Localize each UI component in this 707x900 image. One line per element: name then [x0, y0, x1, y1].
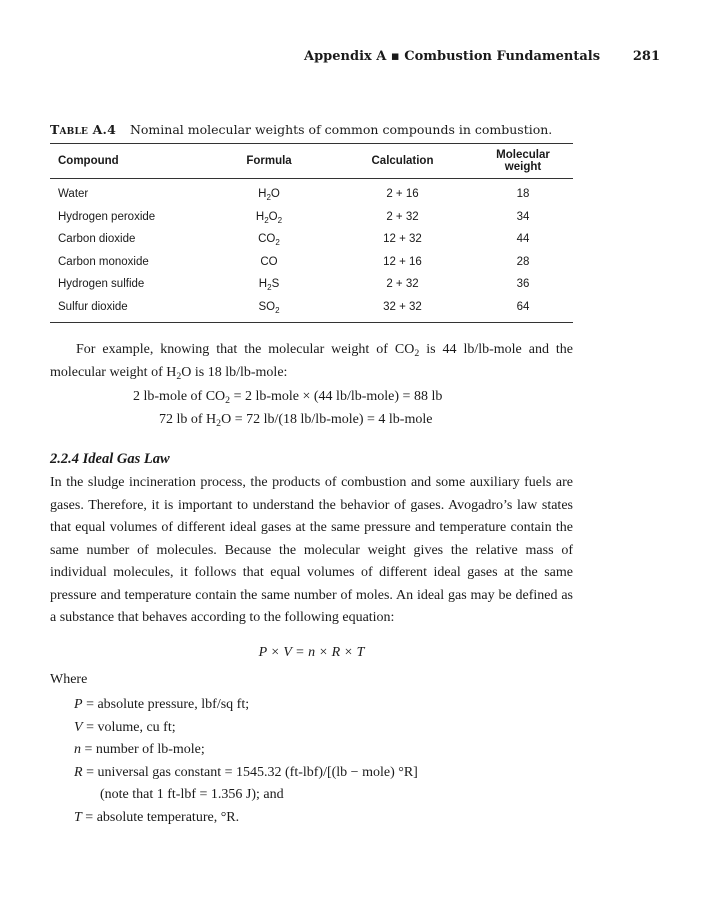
formula-base: H [258, 188, 267, 201]
definition-text: = absolute pressure, lbf/sq ft; [82, 697, 250, 712]
compound-cell: Water [58, 188, 89, 201]
formula-subscript: 2 [275, 305, 280, 315]
compound-cell: Carbon monoxide [58, 255, 149, 268]
weight-cell: 36 [516, 278, 530, 291]
example-equation-2 [159, 412, 432, 428]
table-row [50, 179, 573, 206]
formula-subscript: 2 [266, 193, 271, 203]
weight-cell: 64 [473, 296, 573, 323]
section-heading: 2.2.4 Ideal Gas Law [50, 451, 170, 467]
table-label: Table A.4 [50, 122, 116, 137]
calculation-cell: 2 + 32 [386, 278, 419, 291]
example-text-b: is 44 lb/lb-mole and the molecular weight of H [50, 342, 574, 380]
table-row [50, 273, 573, 296]
definition-symbol: n [74, 742, 81, 758]
table-caption-text: Nominal molecular weights of common compounds in combustion. [129, 122, 553, 137]
definition-symbol: T [74, 809, 82, 825]
definition-row [74, 717, 418, 740]
table-row [50, 251, 573, 274]
eq1-part-a: 2 lb-mole of CO [133, 389, 226, 404]
example-text-c: O is 18 lb/lb-mole: [181, 364, 288, 380]
table-row [50, 206, 573, 229]
definition-note-row [74, 784, 418, 807]
calculation-cell: 2 + 32 [386, 210, 419, 223]
formula-cell [206, 251, 332, 274]
definition-symbol: R [74, 764, 83, 780]
formula-cell [206, 228, 332, 251]
example-equation-1 [133, 389, 442, 405]
formula-base: SO [258, 300, 276, 313]
compound-cell: Hydrogen sulfide [58, 278, 145, 291]
formula-subscript-2: 2 [277, 215, 283, 225]
eq1-part-b: = 2 lb-mole × (44 lb/lb-mole) = 88 lb [230, 389, 443, 404]
formula-base: CO [258, 233, 276, 246]
formula-cell [206, 296, 332, 323]
eq1-sub: 2 [225, 395, 231, 406]
definition-text: = universal gas constant = 1545.32 (ft-lbf)/[(lb − mole) °R] [82, 764, 418, 780]
formula-cell [206, 206, 332, 229]
formula-base: CO [260, 255, 278, 268]
section-body-paragraph: In the sludge incineration process, the products of combustion and some auxiliary fuels are gases. Therefore, it is important to understand the behavior of gases. Avogadro’s law states that equal volumes of different ideal gases at the same pressure and temperature contain the same number of molecules. Because the molecular weight gives the relative mass of individual molecules, it follows that equal volumes of different ideal gases at the same pressure and temperature contain the same number of moles. An ideal gas may be defined as a substance that behaves according to the following equation: [50, 475, 573, 625]
calculation-cell: 12 + 16 [383, 255, 422, 268]
formula-subscript: 2 [267, 283, 272, 293]
compound-cell: Hydrogen peroxide [58, 210, 156, 223]
table-row [50, 296, 573, 323]
example-text-a: For example, knowing that the molecular weight of CO [76, 342, 415, 357]
weight-cell: 18 [516, 188, 530, 201]
formula-rest: O [270, 188, 280, 201]
calculation-cell: 32 + 32 [332, 296, 473, 323]
definition-row [74, 762, 418, 785]
formula-cell [206, 273, 332, 296]
definition-row [74, 739, 418, 762]
definition-symbol: V [74, 719, 83, 735]
table-header-row [50, 144, 573, 179]
example-paragraph [50, 339, 573, 384]
formula-subscript: 2 [264, 215, 269, 225]
where-label: Where [50, 672, 88, 687]
column-header-calculation: Calculation [332, 144, 473, 179]
example-sub-a: 2 [414, 348, 420, 359]
formula-cell [206, 179, 332, 206]
calculation-cell: 2 + 16 [386, 188, 419, 201]
eq2-part-b: O = 72 lb/(18 lb/lb-mole) = 4 lb-mole [221, 412, 433, 427]
definition-note: (note that 1 ft-lbf = 1.356 J); and [100, 787, 284, 803]
example-sub-b: 2 [176, 370, 182, 382]
definition-row [74, 694, 418, 717]
definition-text: = volume, cu ft; [82, 719, 176, 735]
molecular-weights-table [50, 143, 573, 323]
table-row [50, 228, 573, 251]
calculation-cell: 12 + 32 [383, 233, 422, 246]
definition-text: = number of lb-mole; [81, 742, 205, 758]
column-header-compound: Compound [50, 144, 206, 179]
page-number: 281 [632, 49, 660, 64]
column-header-molecular-weight: Molecular weight [473, 144, 573, 179]
formula-base: H [255, 210, 265, 223]
formula-subscript: 2 [275, 238, 280, 248]
definition-row [74, 807, 418, 830]
compound-cell: Sulfur dioxide [50, 296, 206, 323]
column-header-formula: Formula [206, 144, 332, 179]
definition-text: = absolute temperature, °R. [81, 809, 240, 825]
formula-rest: O [268, 210, 278, 223]
weight-cell: 28 [516, 255, 530, 268]
formula-rest: S [271, 278, 280, 291]
compound-cell: Carbon dioxide [58, 233, 136, 246]
table-caption [50, 122, 552, 137]
definition-symbol: P [74, 697, 83, 712]
ideal-gas-equation: P × V = n × R × T [258, 645, 365, 660]
running-header-title: Appendix A ▪ Combustion Fundamentals [304, 49, 601, 64]
eq2-part-a: 72 lb of H [159, 412, 217, 427]
variable-definitions [74, 694, 418, 830]
weight-cell: 44 [516, 233, 530, 246]
weight-cell: 34 [516, 210, 530, 223]
eq2-sub: 2 [216, 418, 222, 429]
formula-base: H [258, 278, 268, 291]
